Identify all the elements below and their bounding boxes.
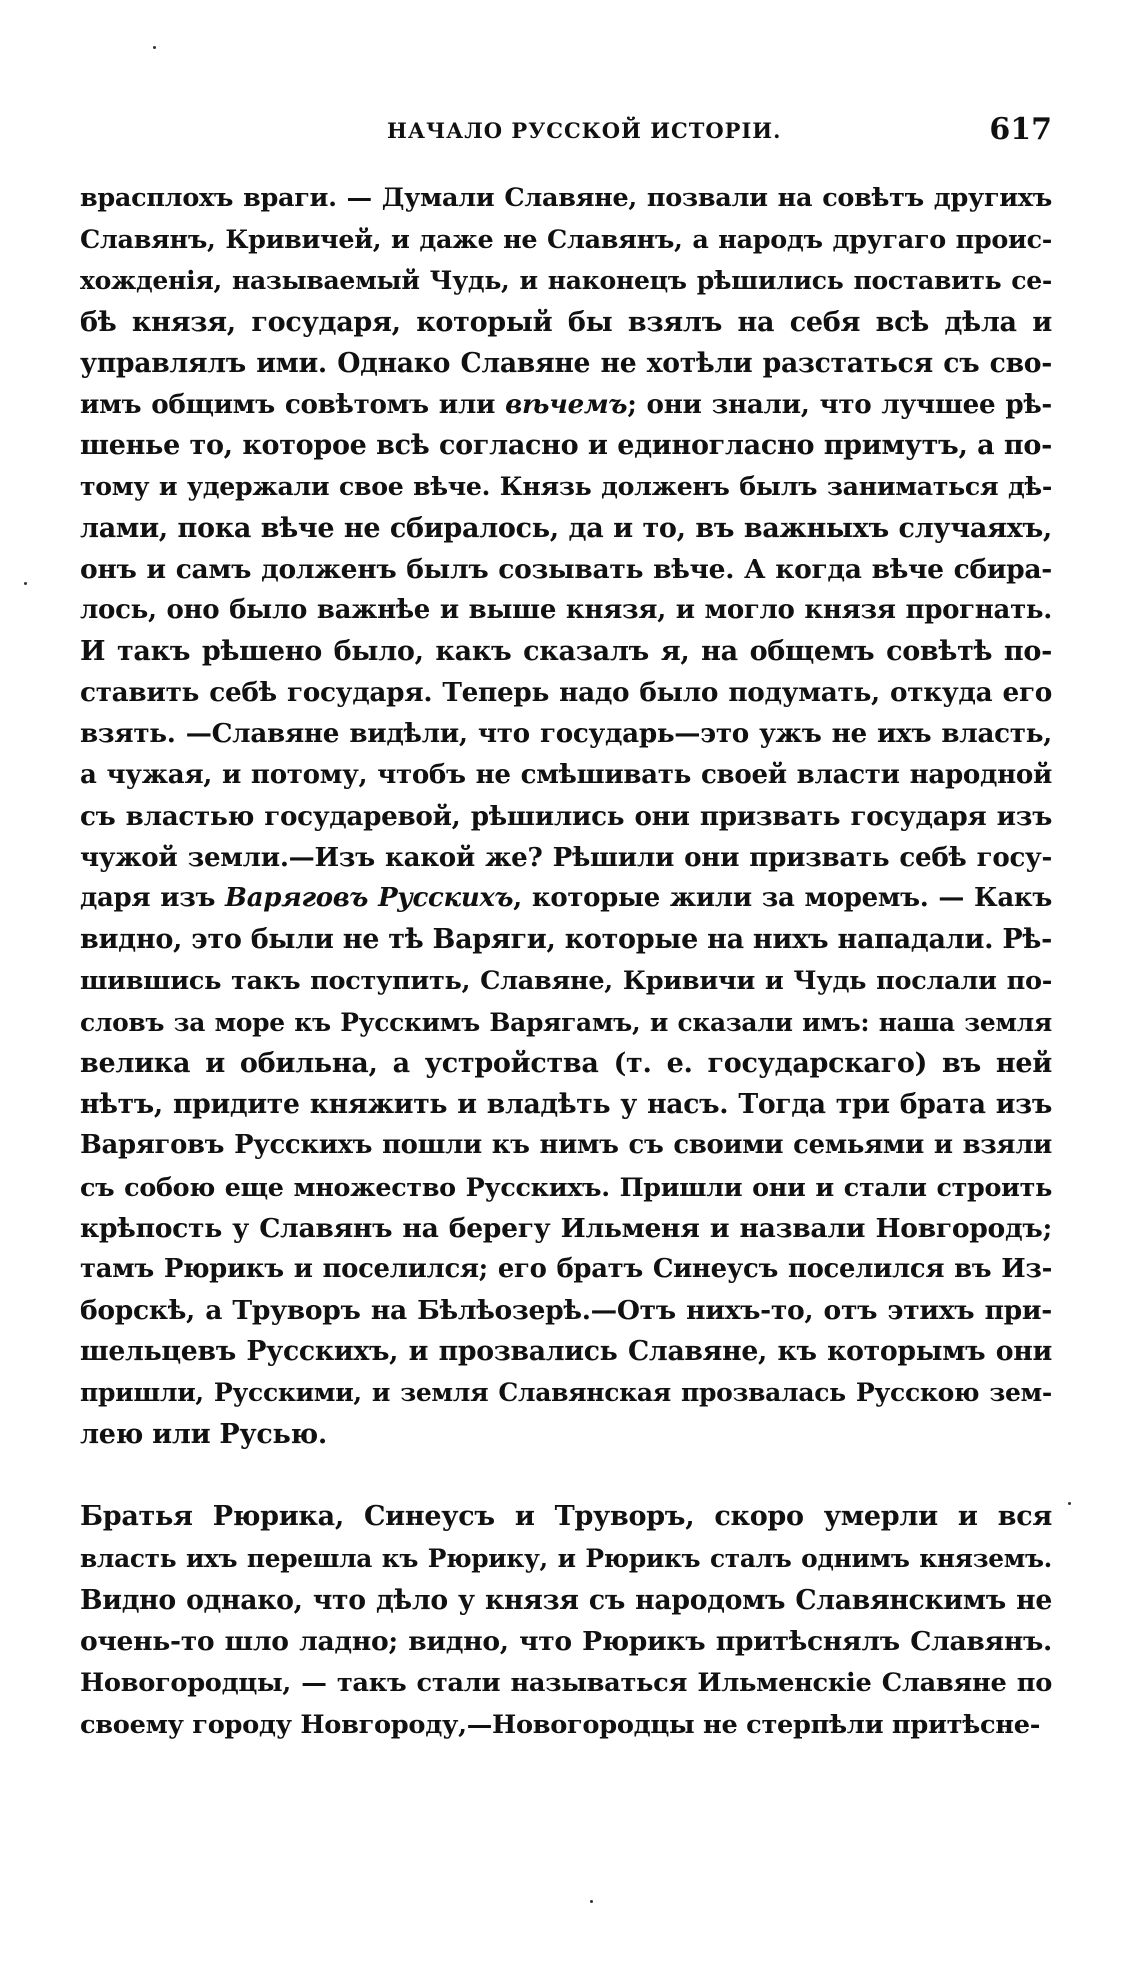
- text-line: онъ и самъ долженъ былъ созывать вѣче. А когда вѣче сбира-: [80, 553, 1052, 585]
- italic-term: вѣчемъ: [505, 388, 628, 420]
- text-line: ставить себѣ государя. Теперь надо было подумать, откуда его: [80, 677, 1052, 709]
- text-line: Новогородцы, — такъ стали называться Ильменскіе Славяне по: [80, 1668, 1052, 1699]
- text-line: Братья Рюрика, Синеусъ и Труворъ, скоро умерли и вся: [80, 1501, 1052, 1532]
- text-line: своему городу Новгороду,—Новогородцы не стерпѣли притѣсне-: [80, 1709, 1041, 1740]
- paragraph-2: [80, 1496, 1052, 1747]
- text-line: И такъ рѣшено было, какъ сказалъ я, на общемъ совѣтѣ по-: [80, 636, 1052, 668]
- running-head: [82, 112, 1052, 152]
- text-line: крѣпость у Славянъ на берегу Ильменя и назвали Новгородъ;: [80, 1212, 1052, 1244]
- text-line: словъ за море къ Русскимъ Варягамъ, и сказали имъ: наша земля: [80, 1007, 1052, 1037]
- text-line: шившись такъ поступить, Славяне, Кривичи и Чудь послали по-: [80, 965, 1052, 996]
- text-line: лось, оно было важнѣе и выше князя, и могло князя прогнать.: [80, 594, 1052, 625]
- text-line: Славянъ, Кривичей, и даже не Славянъ, а народъ другаго проис-: [80, 224, 1052, 255]
- scan-speck: [1068, 1502, 1071, 1505]
- text-line: пришли, Русскими, и земля Славянская прозвалась Русскою зем-: [80, 1378, 1052, 1408]
- text-line: тому и удержали свое вѣче. Князь долженъ былъ заниматься дѣ-: [80, 471, 1052, 502]
- text-line: [80, 384, 1052, 425]
- text-line: врасплохъ враги. — Думали Славяне, позвали на совѣтъ другихъ: [80, 183, 1052, 213]
- text-segment: ; они знали, что лучшее рѣ-: [627, 388, 1052, 420]
- text-segment: имъ общимъ совѣтомъ или: [80, 388, 506, 420]
- scan-speck: [153, 46, 156, 49]
- text-line: очень-то шло ладно; видно, что Рюрикъ притѣснялъ Славянъ.: [80, 1626, 1052, 1658]
- text-line: шенье то, которое всѣ согласно и единогласно примутъ, а по-: [80, 430, 1052, 462]
- text-line: [80, 878, 1052, 919]
- text-segment: , которые жили за моремъ. — Какъ: [513, 883, 1052, 914]
- text-line: нѣтъ, придите княжить и владѣть у насъ. Тогда три брата изъ: [80, 1089, 1052, 1121]
- text-line: Варяговъ Русскихъ пошли къ нимъ съ своими семьями и взяли: [80, 1130, 1052, 1161]
- text-line: шельцевъ Русскихъ, и прозвались Славяне, къ которымъ они: [80, 1336, 1052, 1368]
- scan-speck: [590, 1900, 593, 1903]
- italic-term: Варяговъ Русскихъ: [225, 883, 514, 914]
- text-line: хожденія, называемый Чудь, и наконецъ рѣшились поставить се-: [80, 265, 1052, 296]
- text-line: власть ихъ перешла къ Рюрику, и Рюрикъ сталъ однимъ княземъ.: [80, 1543, 1052, 1573]
- text-line: съ собою еще множество Русскихъ. Пришли они и стали строить: [80, 1171, 1052, 1202]
- text-line: тамъ Рюрикъ и поселился; его братъ Синеусъ поселился въ Из-: [80, 1253, 1052, 1284]
- page-number: 617: [989, 112, 1052, 147]
- running-title: НАЧАЛО РУССКОЙ ИСТОРІИ.: [387, 118, 782, 143]
- text-line: борскѣ, а Труворъ на Бѣлѣозерѣ.—Отъ нихъ-то, отъ этихъ при-: [80, 1295, 1052, 1327]
- text-line: а чужая, и потому, чтобъ не смѣшивать своей власти народной: [80, 759, 1052, 790]
- text-line: видно, это были не тѣ Варяги, которые на нихъ нападали. Рѣ-: [80, 924, 1052, 956]
- text-line: съ властью государевой, рѣшились они призвать государя изъ: [80, 800, 1052, 832]
- text-line: лею или Русью.: [80, 1418, 328, 1450]
- text-line: чужой земли.—Изъ какой же? Рѣшили они призвать себѣ госу-: [80, 842, 1052, 873]
- text-line: взять. —Славяне видѣли, что государь—это ужъ не ихъ власть,: [80, 718, 1052, 750]
- text-line: управлялъ ими. Однако Славяне не хотѣли разстаться съ сво-: [80, 347, 1052, 379]
- paragraph-1: [80, 178, 1052, 1455]
- text-line: Видно однако, что дѣло у князя съ народомъ Славянскимъ не: [80, 1584, 1052, 1616]
- scan-speck: [24, 582, 27, 585]
- text-line: лами, пока вѣче не сбиралось, да и то, въ важныхъ случаяхъ,: [80, 512, 1052, 544]
- text-line: бѣ князя, государя, который бы взялъ на себя всѣ дѣла и: [80, 306, 1052, 338]
- text-line: велика и обильна, а устройства (т. е. государскаго) въ ней: [80, 1047, 1052, 1079]
- text-segment: даря изъ: [80, 883, 226, 914]
